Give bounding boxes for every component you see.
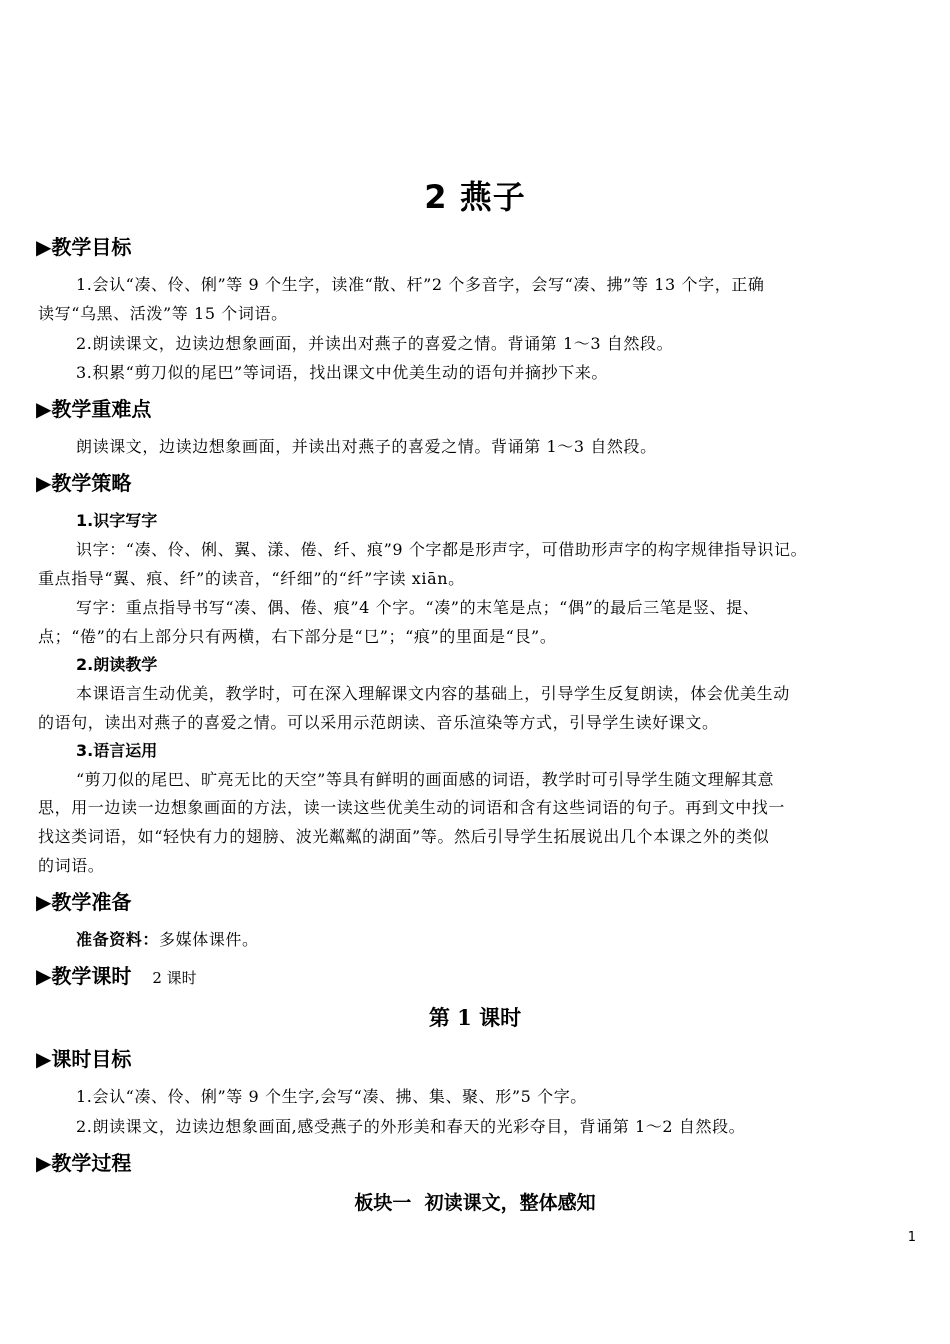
page-number: 1 [907, 1230, 916, 1245]
lesson-goal-line-1: 1.会认“凑、伶、俐”等 9 个生字,会写“凑、拂、集、聚、形”5 个字。 [76, 1087, 587, 1106]
prep-line [76, 929, 259, 951]
strategy-2-line-1: 本课语言生动优美，教学时，可在深入理解课文内容的基础上，引导学生反复朗读，体会优美生动 [76, 684, 790, 703]
page-title: 2 燕子 [424, 178, 526, 216]
section-heading-prep: ▶教学准备 [36, 890, 132, 914]
strategy-3-line-4: 的词语。 [38, 856, 105, 875]
hours-heading-text: ▶教学课时 [36, 964, 132, 988]
strategy-1-line-4: 点；“倦”的右上部分只有两横，右下部分是“㔾”；“痕”的里面是“艮”。 [38, 627, 557, 646]
goal-line-3: 3.积累“剪刀似的尾巴”等词语，找出课文中优美生动的语句并摘抄下来。 [76, 363, 609, 382]
strategy-1-line-2: 重点指导“翼、痕、纤”的读音，“纤细”的“纤”字读 xiān。 [38, 569, 465, 588]
goal-line-2: 2.朗读课文，边读边想象画面，并读出对燕子的喜爱之情。背诵第 1～3 自然段。 [76, 334, 674, 353]
block-1-title: 板块一 初读课文，整体感知 [354, 1192, 596, 1214]
lesson-goal-line-2: 2.朗读课文，边读边想象画面,感受燕子的外形美和春天的光彩夺目，背诵第 1～2 自然段。 [76, 1117, 746, 1136]
hours-value: 2 课时 [152, 969, 197, 987]
strategy-sub-heading-2: 2.朗读教学 [76, 655, 158, 674]
strategy-3-line-3: 找这类词语，如“轻快有力的翅膀、波光粼粼的湖面”等。然后引导学生拓展说出几个本课之外的类似 [38, 827, 770, 846]
strategy-1-line-1: 识字：“凑、伶、俐、翼、漾、倦、纤、痕”9 个字都是形声字，可借助形声字的构字规律指导识记。 [76, 540, 808, 559]
section-heading-key-points: ▶教学重难点 [36, 397, 152, 421]
prep-value: 多媒体课件。 [159, 930, 259, 949]
goal-line-1-cont: 读写“乌黑、活泼”等 15 个词语。 [38, 304, 288, 323]
strategy-3-line-1: “剪刀似的尾巴、旷亮无比的天空”等具有鲜明的画面感的词语，教学时可引导学生随文理解其意 [76, 770, 775, 789]
lesson-1-title: 第 1 课时 [428, 1005, 522, 1030]
prep-label: 准备资料： [76, 930, 160, 949]
strategy-1-line-3: 写字：重点指导书写“凑、偶、倦、痕”4 个字。“凑”的末笔是点；“偶”的最后三笔是竖、提、 [76, 598, 760, 617]
strategy-sub-heading-1: 1.识字写字 [76, 511, 158, 530]
section-heading-process: ▶教学过程 [36, 1151, 132, 1175]
strategy-2-line-2: 的语句，读出对燕子的喜爱之情。可以采用示范朗读、音乐渲染等方式，引导学生读好课文。 [38, 713, 719, 732]
goal-line-1: 1.会认“凑、伶、俐”等 9 个生字，读准“散、杆”2 个多音字，会写“凑、拂”等 13 个字，正确 [76, 275, 765, 294]
section-heading-hours [36, 963, 197, 991]
section-heading-strategy: ▶教学策略 [36, 471, 132, 495]
key-points-line: 朗读课文，边读边想象画面，并读出对燕子的喜爱之情。背诵第 1～3 自然段。 [76, 437, 657, 456]
section-heading-lesson-goals: ▶课时目标 [36, 1047, 132, 1071]
section-heading-goals: ▶教学目标 [36, 235, 132, 259]
strategy-sub-heading-3: 3.语言运用 [76, 741, 158, 760]
strategy-3-line-2: 思，用一边读一边想象画面的方法，读一读这些优美生动的词语和含有这些词语的句子。再到文中找一 [38, 798, 786, 817]
